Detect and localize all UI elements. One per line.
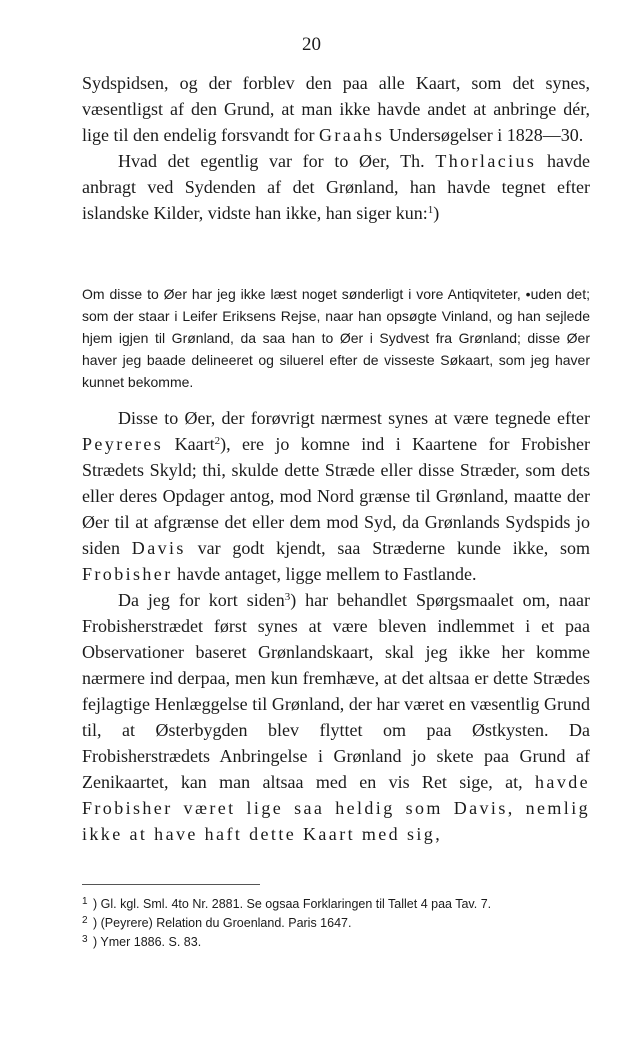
paragraph-1-text: Sydspidsen, og der forblev den paa alle Kaart, som det synes, væsentligst af den Grund, at man ikke havde andet at anbringe dér, lige til den endelig forsvandt for (82, 73, 590, 145)
name-frobisher: Frobisher (82, 564, 173, 584)
name-peyrere: Peyreres (82, 434, 164, 454)
footnote-2-text: ) (Peyrere) Relation du Groenland. Paris 1647. (93, 916, 352, 930)
page-number: 20 (302, 34, 321, 55)
paragraph-4-spaced: havde Frobisher været lige saa heldig som Davis, nemlig ikke at have haft dette Kaart med sig, (82, 772, 591, 844)
paragraph-3-end: havde antaget, ligge mellem to Fastlande. (177, 564, 477, 584)
footnotes (82, 895, 590, 952)
paragraph-4-start: Da jeg for kort siden (118, 590, 285, 610)
paragraph-2-close: ) (433, 203, 440, 223)
footnote-1-text: ) Gl. kgl. Sml. 4to Nr. 2881. Se ogsaa Forklaringen til Tallet 4 paa Tav. 7. (93, 897, 492, 911)
footnote-3-text: ) Ymer 1886. S. 83. (93, 935, 202, 949)
paragraph-2-start: Hvad det egentlig var for to Øer, Th. (118, 151, 425, 171)
footnote-rule (82, 884, 260, 885)
footnote-ref-2: 2 (214, 435, 221, 447)
paragraph-3-mid: var godt kjendt, saa Stræderne kunde ikke, som (197, 538, 591, 558)
paragraph-1 (82, 70, 590, 148)
paragraph-1-tail: Undersøgelser i 1828—30. (388, 125, 584, 145)
name-davis: Davis (131, 538, 186, 558)
paragraph-3-start: Disse to Øer, der forøvrigt nærmest synes at være tegnede efter (118, 408, 590, 428)
paragraph-3-text: ), ere jo komne ind i Kaartene for Frobisher Strædets Skyld; thi, skulde dette Stræde eller disse Stræder, som dets eller deres Opdager antog, mod Nord grænse til Grønland, maatte der Øer til at afgrænse det eller dem mod Syd, da Grønlands Sydspids jo siden (82, 434, 590, 558)
paragraph-4 (82, 587, 590, 847)
paragraph-2-text: havde anbragt ved Sydenden af det Grønland, han havde tegnet efter islandske Kilder, vidste han ikke, han siger kun: (82, 151, 590, 223)
paragraph-3-kaart: Kaart (174, 434, 215, 454)
footnote-1: 1 ) Gl. kgl. Sml. 4to Nr. 2881. Se ogsaa Forklaringen til Tallet 4 paa Tav. 7. (82, 896, 492, 911)
quotation-block: Om disse to Øer har jeg ikke læst noget sønderligt i vore Antiqviteter, •uden det; som der staar i Leifer Eriksens Rejse, naar han opsøgte Vinland, og han sejlede hjem igjen til Grønland, da saa han to Øer i Sydvest fra Grønland; disse Øer haver jeg baade delineeret og siluerel efter de visseste Søkaart, som jeg haver kunnet bekomme. (82, 286, 590, 390)
name-graah: Graahs (318, 125, 385, 145)
footnote-2: 2 ) (Peyrere) Relation du Groenland. Paris 1647. (82, 915, 352, 930)
body-text-main (82, 405, 590, 847)
footnote-ref-1: 1 (427, 204, 434, 216)
paragraph-2 (82, 148, 590, 226)
footnote-3: 3 ) Ymer 1886. S. 83. (82, 934, 202, 949)
paragraph-4-text: ) har behandlet Spørgsmaalet om, naar Frobisherstrædet først synes at være bleven indlemmet i et paa Observationer baseret Grønlandskaart, skal jeg ikke her komme nærmere ind derpaa, men kun fremhæve, at det altsaa er dette Strædes fejlagtige Henlæggelse til Grønland, der har været en væsentlig Grund til, at Østerbygden blev flyttet om paa Østkysten. Da Frobisherstrædets Anbringelse i Grønland jo skete paa Grund af Zenikaartet, kan man altsaa med en vis Ret sige, at, (82, 590, 590, 792)
paragraph-3 (82, 405, 590, 587)
body-text-top (82, 70, 590, 226)
footnote-ref-3: 3 (284, 591, 291, 603)
name-thorlacius: Thorlacius (435, 151, 537, 171)
